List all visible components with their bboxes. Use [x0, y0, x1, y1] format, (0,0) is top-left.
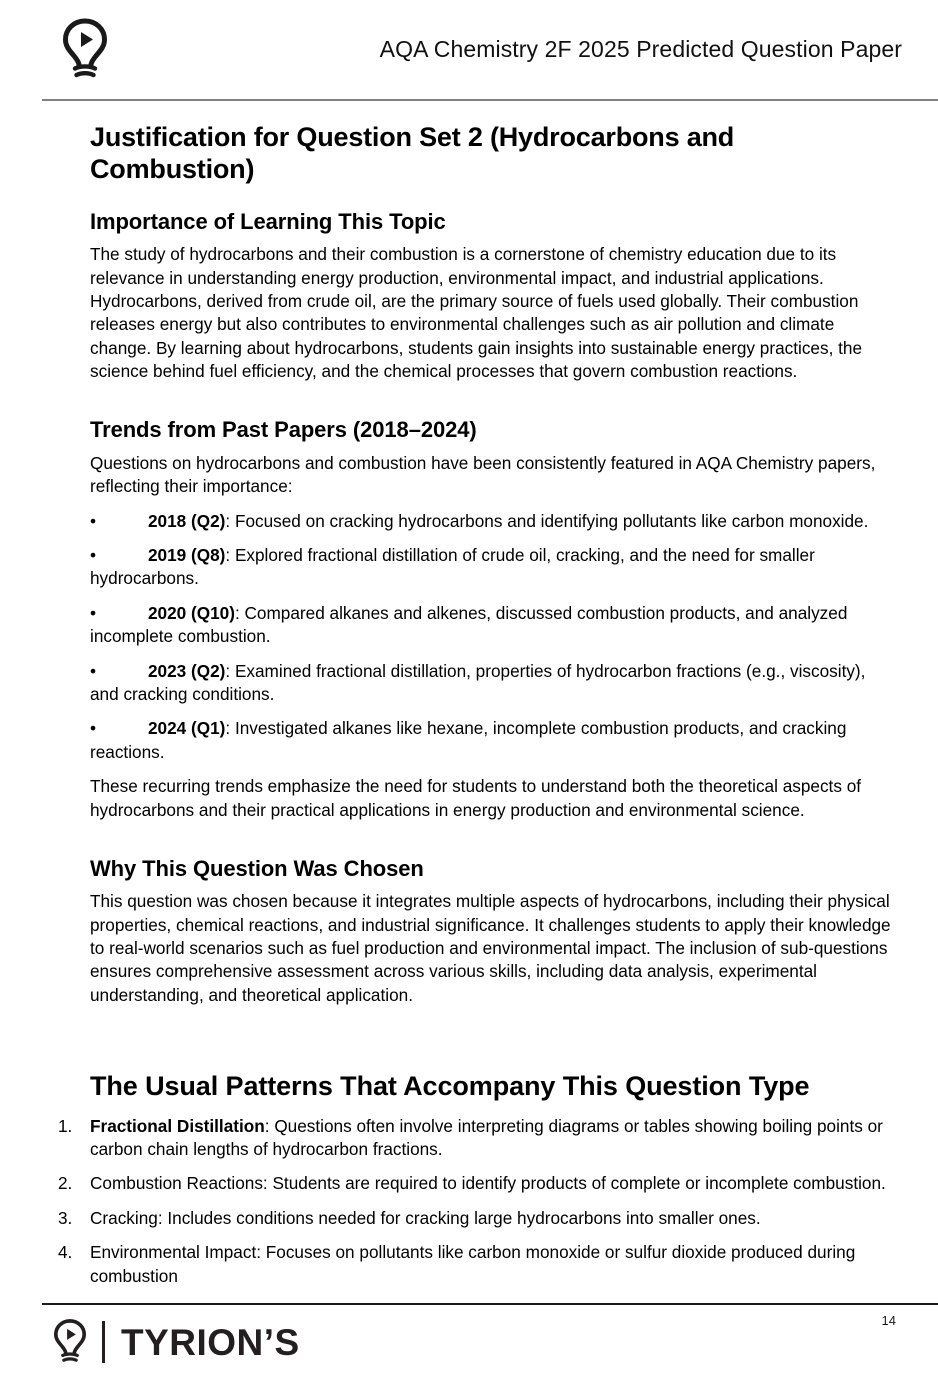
- section-paragraph-why-chosen: This question was chosen because it integrates multiple aspects of hydrocarbons, including their physical properties, chemical reactions, and industrial significance. It challenges students to apply their knowledge to real-world scenarios such as fuel production and environmental impact. The inclusion of sub-questions ensures comprehensive assessment across various skills, including data analysis, experimental understanding, and theoretical application.: [90, 891, 891, 1005]
- section-heading-why-chosen: Why This Question Was Chosen: [90, 855, 424, 881]
- section-heading-trends: Trends from Past Papers (2018–2024): [90, 417, 477, 443]
- list-item-text: : Examined fractional distillation, properties of hydrocarbon fractions (e.g., viscosity), and cracking conditions.: [90, 660, 866, 704]
- list-item-text: : Compared alkanes and alkenes, discussed combustion products, and analyzed incomplete combustion.: [90, 602, 848, 647]
- section-importance: [90, 186, 898, 395]
- bullet-marker: •: [90, 602, 97, 623]
- list-item-label: Fractional Distillation: [90, 1115, 265, 1136]
- bullet-marker: •: [90, 545, 97, 566]
- section-trends: [90, 394, 898, 832]
- list-item-label: 2020 (Q10): [148, 602, 235, 623]
- list-item-text: Combustion Reactions: Students are required to identify products of complete or incomplete combustion.: [90, 1173, 886, 1194]
- brand-divider: [102, 1321, 105, 1363]
- page-number: 14: [881, 1313, 896, 1328]
- list-item-text: Environmental Impact: Focuses on pollutants like carbon monoxide or sulfur dioxide produced during combustion: [90, 1242, 856, 1286]
- list-item: [90, 544, 898, 602]
- section-heading-importance: Importance of Learning This Topic: [90, 208, 446, 234]
- list-item-text: Cracking: Includes conditions needed for cracking large hydrocarbons into smaller ones.: [90, 1207, 761, 1228]
- list-item-label: 2018 (Q2): [148, 510, 226, 531]
- list-item: [58, 1115, 898, 1162]
- list-item: [90, 602, 898, 660]
- page-header: [0, 0, 938, 104]
- page-title: Justification for Question Set 2 (Hydrocarbons and Combustion): [90, 122, 735, 184]
- section-paragraph-importance: The study of hydrocarbons and their combustion is a cornerstone of chemistry education due to its relevance in understanding energy production, environmental impact, and industrial applications. Hydrocarbons, derived from crude oil, are the primary source of fuels used globally. Their combustion releases energy but also contributes to environmental challenges such as air pollution and climate change. By learning about hydrocarbons, students gain insights into sustainable energy practices, the science behind fuel efficiency, and the chemical processes that govern combustion reactions.: [90, 244, 863, 382]
- list-item-number: 4.: [58, 1242, 73, 1263]
- list-item-number: 2.: [58, 1173, 73, 1194]
- page-footer: [0, 1296, 938, 1378]
- document-content: [0, 104, 938, 1299]
- list-item-text: : Investigated alkanes like hexane, incomplete combustion products, and cracking reactions.: [90, 718, 847, 762]
- usual-patterns-list: [58, 1115, 898, 1288]
- list-item-label: 2019 (Q8): [148, 545, 226, 566]
- bullet-marker: •: [90, 510, 97, 531]
- section-closing-trends: These recurring trends emphasize the need for students to understand both the theoretical aspects of hydrocarbons and their practical applications in energy production and environmental science.: [90, 776, 862, 820]
- footer-divider: [42, 1303, 938, 1305]
- list-item: [90, 660, 898, 718]
- header-divider: [42, 99, 938, 101]
- footer-brand: [50, 1318, 300, 1366]
- section-intro-trends: Questions on hydrocarbons and combustion have been consistently featured in AQA Chemistry papers, reflecting their importance:: [90, 452, 876, 497]
- list-item-number: 3.: [58, 1207, 73, 1228]
- list-item-text: : Explored fractional distillation of crude oil, cracking, and the need for smaller hydrocarbons.: [90, 545, 815, 589]
- list-item-number: 1.: [58, 1115, 73, 1136]
- list-item: [58, 1241, 898, 1288]
- section-heading-usual-patterns: The Usual Patterns That Accompany This Question Type: [90, 1071, 810, 1102]
- header-title: AQA Chemistry 2F 2025 Predicted Question Paper: [379, 36, 902, 62]
- lightbulb-play-icon: [50, 1318, 90, 1366]
- section-usual-patterns: [90, 1018, 898, 1114]
- list-item-text: : Focused on cracking hydrocarbons and identifying pollutants like carbon monoxide.: [225, 510, 869, 531]
- list-item: [90, 717, 898, 775]
- list-item: [58, 1172, 898, 1195]
- list-item-label: 2024 (Q1): [148, 718, 226, 739]
- bullet-marker: •: [90, 718, 97, 739]
- lightbulb-play-icon: [58, 17, 112, 83]
- brand-wordmark: TYRION’S: [121, 1321, 300, 1363]
- list-item: [58, 1207, 898, 1230]
- list-item: [90, 510, 898, 544]
- list-item-label: 2023 (Q2): [148, 660, 226, 681]
- list-item-text: : Questions often involve interpreting diagrams or tables showing boiling points or carbon chain lengths of hydrocarbon fractions.: [90, 1115, 883, 1160]
- section-why-chosen: [90, 833, 898, 1018]
- bullet-marker: •: [90, 660, 97, 681]
